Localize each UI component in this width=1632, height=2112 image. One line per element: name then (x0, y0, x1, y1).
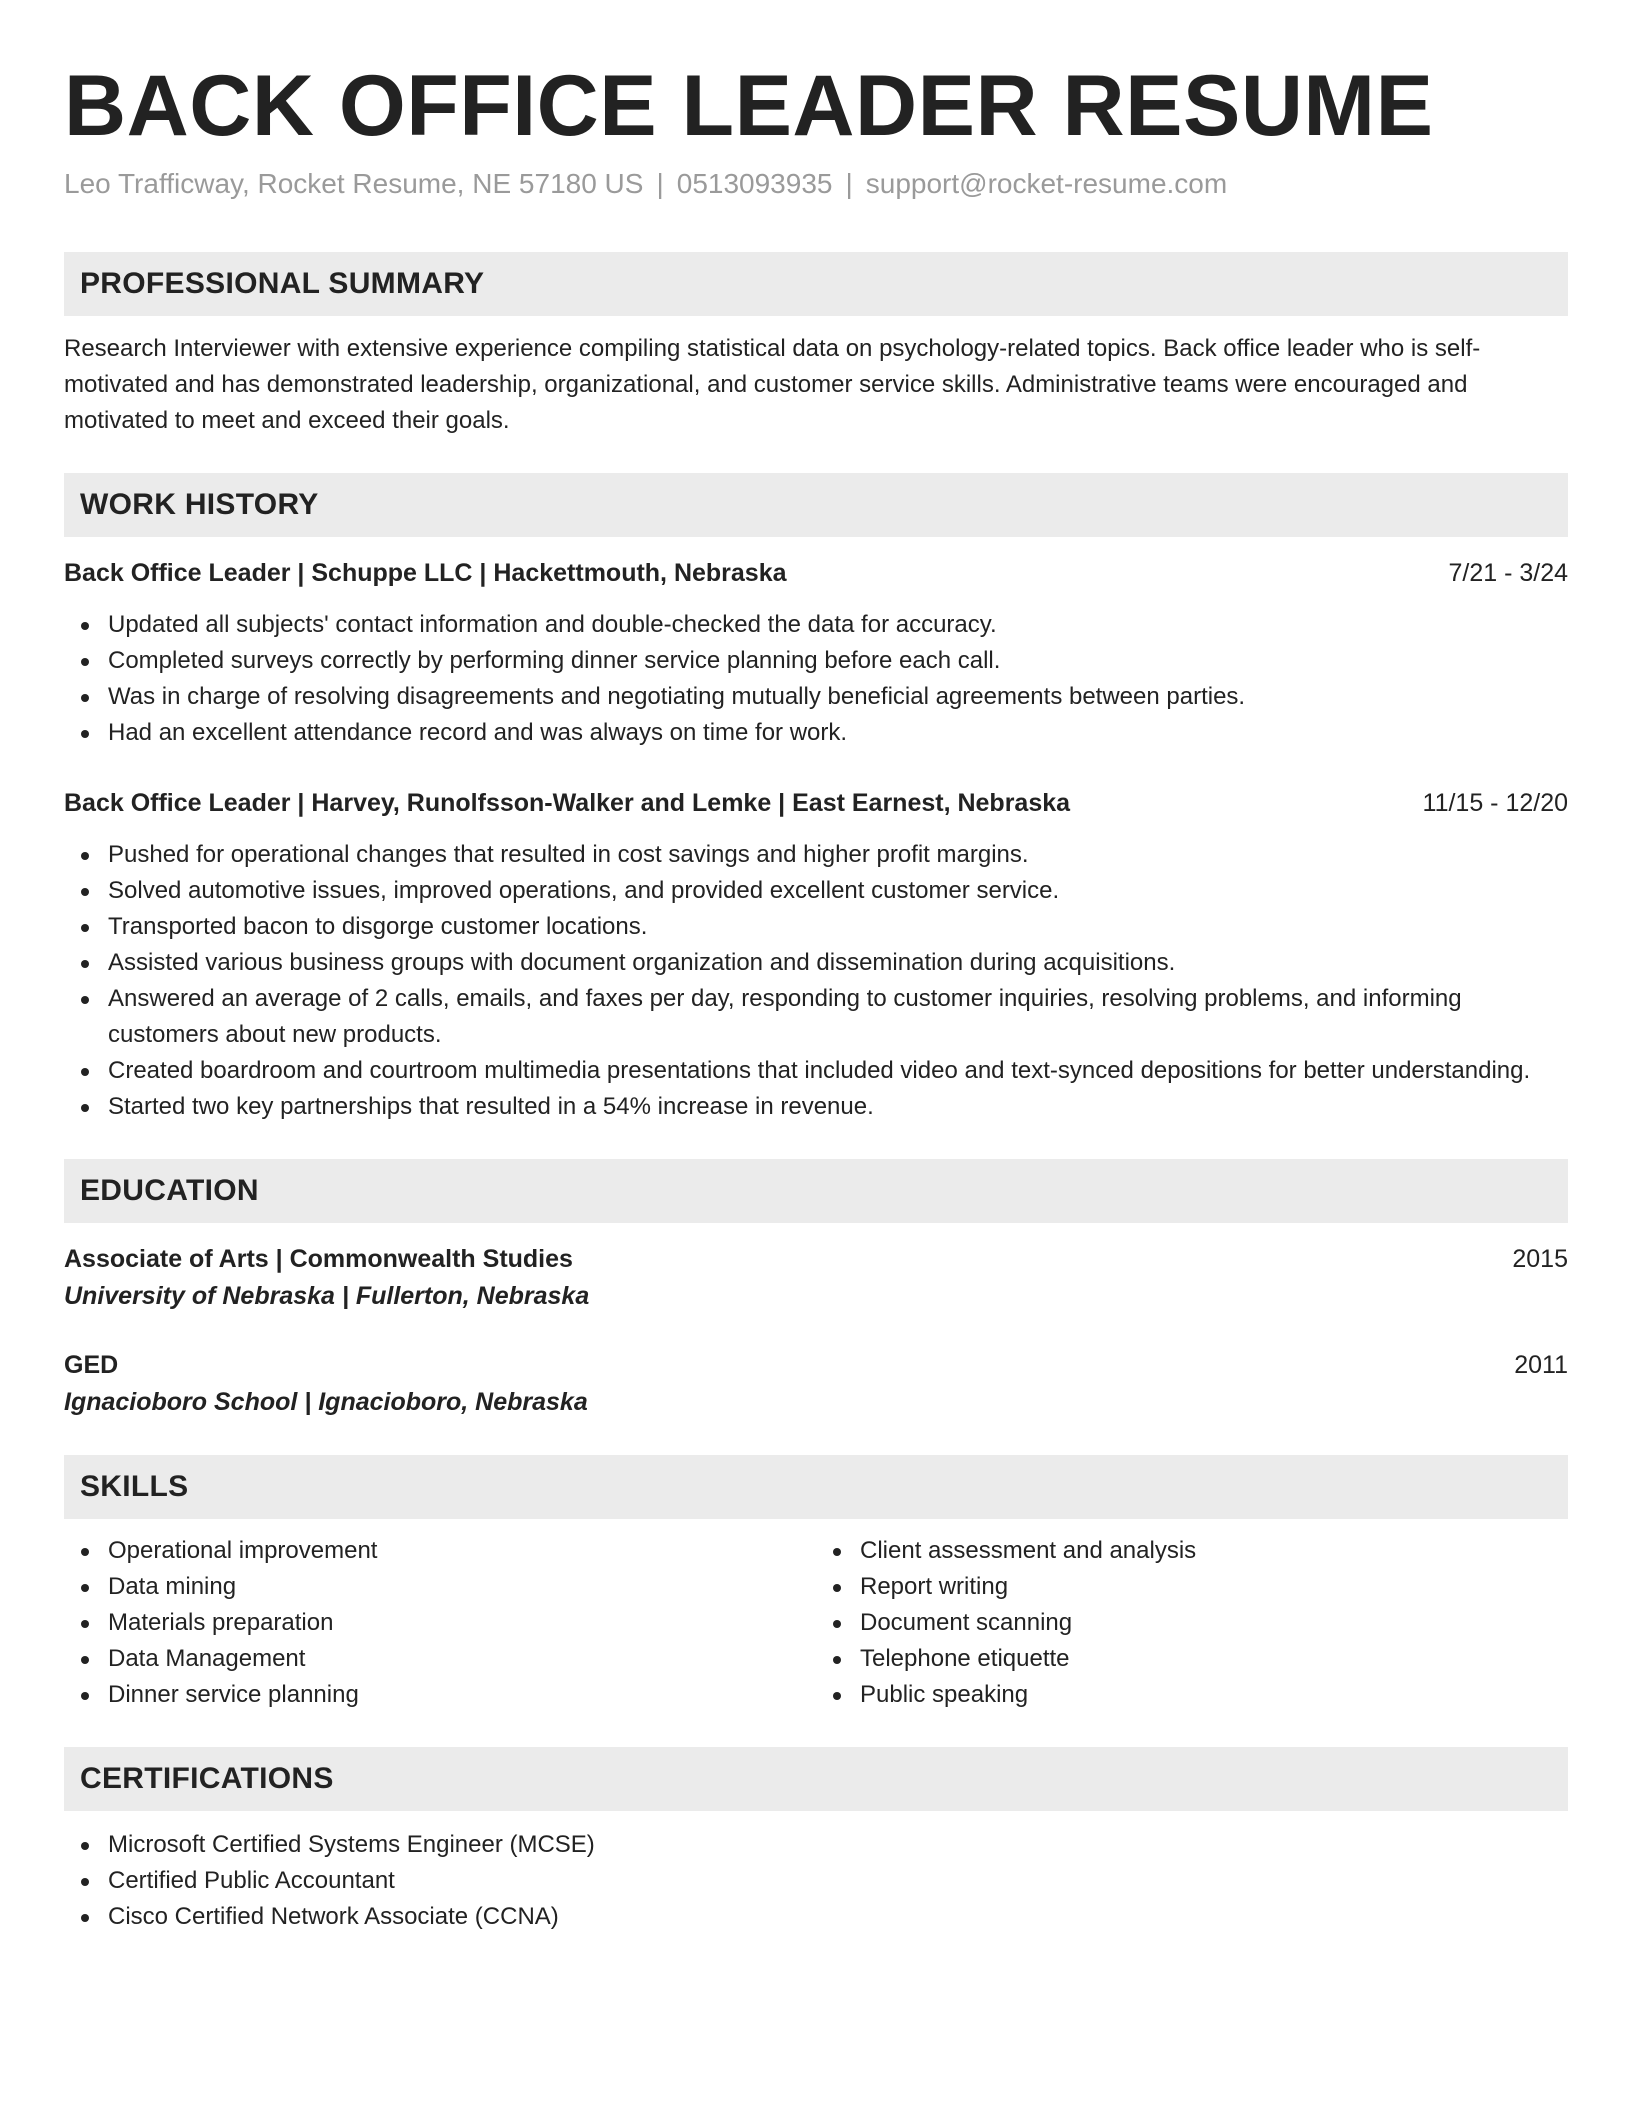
skills-grid (64, 1533, 1568, 1713)
work-history-heading: WORK HISTORY (64, 473, 1568, 537)
list-item: Certified Public Accountant (64, 1863, 1568, 1899)
job-title: Back Office Leader | Harvey, Runolfsson-Walker and Lemke | East Earnest, Nebraska (64, 789, 1071, 817)
list-item: Started two key partnerships that resulted in a 54% increase in revenue. (64, 1089, 1568, 1125)
list-item: Pushed for operational changes that resulted in cost savings and higher profit margins. (64, 837, 1568, 873)
summary-text: Research Interviewer with extensive experience compiling statistical data on psychology-related topics. Back office leader who is self-motivated and has demonstrated leadership, organizational, and customer service skills. Administrative teams were encouraged and motivated to meet and exceed their goals. (64, 335, 1481, 434)
job-bullets (64, 607, 1568, 751)
education-header (64, 1241, 1568, 1277)
education-entry (64, 1347, 1568, 1421)
contact-email: support@rocket-resume.com (865, 168, 1228, 199)
skills-list (816, 1533, 1568, 1713)
list-item: Telephone etiquette (816, 1641, 1568, 1677)
education-school: University of Nebraska | Fullerton, Nebraska (64, 1282, 590, 1310)
skills-list (64, 1533, 816, 1713)
list-item: Microsoft Certified Systems Engineer (MCSE) (64, 1827, 1568, 1863)
education-header (64, 1347, 1568, 1383)
list-item: Document scanning (816, 1605, 1568, 1641)
list-item: Had an excellent attendance record and was always on time for work. (64, 715, 1568, 751)
education-entry (64, 1241, 1568, 1315)
certifications-heading: CERTIFICATIONS (64, 1747, 1568, 1811)
certifications-list (64, 1827, 1568, 1935)
contact-address: Leo Trafficway, Rocket Resume, NE 57180 US (64, 168, 644, 199)
education-year: 2015 (1512, 1245, 1568, 1273)
education-degree: Associate of Arts | Commonwealth Studies (64, 1245, 573, 1273)
list-item: Was in charge of resolving disagreements and negotiating mutually beneficial agreements between parties. (64, 679, 1568, 715)
contact-phone: 0513093935 (676, 168, 833, 199)
education-heading: EDUCATION (64, 1159, 1568, 1223)
skills-column-right (816, 1533, 1568, 1713)
list-item: Cisco Certified Network Associate (CCNA) (64, 1899, 1568, 1935)
list-item: Completed surveys correctly by performing dinner service planning before each call. (64, 643, 1568, 679)
list-item: Public speaking (816, 1677, 1568, 1713)
summary-heading: PROFESSIONAL SUMMARY (64, 252, 1568, 316)
contact-separator: | (845, 168, 853, 199)
list-item: Client assessment and analysis (816, 1533, 1568, 1569)
list-item: Operational improvement (64, 1533, 816, 1569)
job-dates: 7/21 - 3/24 (1448, 559, 1568, 587)
education-degree: GED (64, 1351, 119, 1379)
job-dates: 11/15 - 12/20 (1422, 789, 1568, 817)
list-item: Assisted various business groups with document organization and dissemination during acquisitions. (64, 945, 1568, 981)
resume-title: BACK OFFICE LEADER RESUME (64, 58, 1434, 154)
skills-column-left (64, 1533, 816, 1713)
list-item: Answered an average of 2 calls, emails, and faxes per day, responding to customer inquiries, resolving problems, and informing customers about new products. (64, 981, 1568, 1053)
list-item: Dinner service planning (64, 1677, 816, 1713)
job-header (64, 555, 1568, 591)
list-item: Solved automotive issues, improved operations, and provided excellent customer service. (64, 873, 1568, 909)
list-item: Data mining (64, 1569, 816, 1605)
contact-line (64, 166, 1568, 202)
list-item: Transported bacon to disgorge customer locations. (64, 909, 1568, 945)
list-item: Data Management (64, 1641, 816, 1677)
job-bullets (64, 837, 1568, 1125)
education-year: 2011 (1514, 1351, 1568, 1379)
job-title: Back Office Leader | Schuppe LLC | Hackettmouth, Nebraska (64, 559, 787, 587)
education-school: Ignacioboro School | Ignacioboro, Nebraska (64, 1388, 588, 1416)
skills-heading: SKILLS (64, 1455, 1568, 1519)
list-item: Report writing (816, 1569, 1568, 1605)
job-header (64, 785, 1568, 821)
list-item: Materials preparation (64, 1605, 816, 1641)
list-item: Created boardroom and courtroom multimedia presentations that included video and text-synced depositions for better understanding. (64, 1053, 1568, 1089)
list-item: Updated all subjects' contact information and double-checked the data for accuracy. (64, 607, 1568, 643)
contact-separator: | (656, 168, 664, 199)
